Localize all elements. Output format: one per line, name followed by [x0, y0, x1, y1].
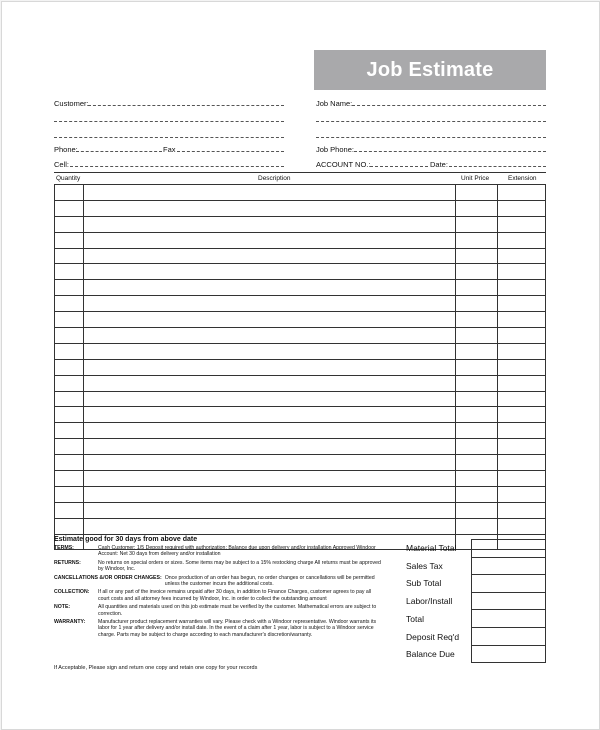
- unit-price-cell[interactable]: [456, 375, 498, 391]
- unit-price-cell[interactable]: [456, 359, 498, 375]
- term-item: [54, 604, 384, 617]
- quantity-cell[interactable]: [55, 439, 84, 455]
- extension-cell[interactable]: [498, 502, 546, 518]
- totals-label: Deposit Req'd: [406, 631, 460, 642]
- table-row: [55, 439, 546, 455]
- description-cell[interactable]: [83, 375, 455, 391]
- extension-cell[interactable]: [498, 216, 546, 232]
- unit-price-cell[interactable]: [456, 343, 498, 359]
- totals-label: Material Total: [406, 543, 457, 553]
- unit-price-cell[interactable]: [456, 232, 498, 248]
- term-text: All quantities and materials used on this job estimate must be verified by the customer. Mathematical errors are subject to correction.: [98, 604, 377, 617]
- description-cell[interactable]: [83, 248, 455, 264]
- description-cell[interactable]: [83, 455, 455, 471]
- unit-price-cell[interactable]: [456, 502, 498, 518]
- job-name-label: Job Name:: [316, 99, 353, 108]
- totals-value-cell[interactable]: [472, 540, 546, 558]
- extension-cell[interactable]: [498, 185, 546, 201]
- description-cell[interactable]: [83, 439, 455, 455]
- table-row: [55, 185, 546, 201]
- description-cell[interactable]: [83, 296, 455, 312]
- totals-value-cell[interactable]: [472, 627, 546, 645]
- description-cell[interactable]: [83, 471, 455, 487]
- description-cell[interactable]: [83, 407, 455, 423]
- term-item: [54, 560, 384, 573]
- extension-cell[interactable]: [498, 248, 546, 264]
- term-text: Manufacturer product replacement warranties will vary. Please check with a Windoor representative. Windoor warrants its labor for 1 year after delivery and/or install date. In the event of a claim after 1 year, labor is subject to a Windoor service charge. Parts may be subject to charge according to each manufacturer's discretion/warranty.: [98, 619, 377, 638]
- table-row: [55, 471, 546, 487]
- table-row: [55, 375, 546, 391]
- term-key: COLLECTION:: [54, 589, 90, 596]
- unit-price-cell[interactable]: [456, 486, 498, 502]
- extension-cell[interactable]: [498, 375, 546, 391]
- unit-price-cell[interactable]: [456, 185, 498, 201]
- term-key: TERMS:: [54, 545, 74, 551]
- term-item: [54, 575, 384, 588]
- term-key: RETURNS:: [54, 559, 81, 566]
- quantity-cell[interactable]: [55, 232, 84, 248]
- table-row: [55, 455, 546, 471]
- term-key: WARRANTY:: [54, 619, 86, 626]
- unit-price-cell[interactable]: [456, 439, 498, 455]
- quantity-cell[interactable]: [55, 407, 84, 423]
- quantity-cell[interactable]: [55, 312, 84, 328]
- description-cell[interactable]: [83, 502, 455, 518]
- term-item: [54, 545, 384, 558]
- table-row: [55, 423, 546, 439]
- description-cell[interactable]: [83, 518, 455, 534]
- description-cell[interactable]: [83, 359, 455, 375]
- quantity-cell[interactable]: [55, 296, 84, 312]
- job-name-field-line-2[interactable]: [316, 121, 546, 122]
- term-key: NOTE:: [54, 604, 71, 611]
- term-text: If all or any part of the invoice remains unpaid after 30 days, in addition to Finance Charges, customer agrees to pay all court costs and all attorney fees incurred by Windoor, Inc. in order to collect the outstanding amount: [98, 589, 372, 602]
- description-cell[interactable]: [83, 232, 455, 248]
- table-row: [55, 328, 546, 344]
- quantity-cell[interactable]: [55, 391, 84, 407]
- table-row: [55, 391, 546, 407]
- extension-cell[interactable]: [498, 471, 546, 487]
- quantity-cell[interactable]: [55, 185, 84, 201]
- term-text: No returns on special orders or sizes. Some items may be subject to a 15% restocking charge All returns must be approved by Windoor, Inc.: [98, 559, 381, 573]
- unit-price-cell[interactable]: [456, 280, 498, 296]
- totals-value-cell[interactable]: [472, 557, 546, 575]
- fax-field[interactable]: [177, 151, 284, 152]
- term-item: [54, 589, 384, 602]
- extension-cell[interactable]: [498, 486, 546, 502]
- quantity-cell[interactable]: [55, 328, 84, 344]
- cell-field[interactable]: [70, 166, 284, 167]
- extension-cell[interactable]: [498, 423, 546, 439]
- quantity-cell[interactable]: [55, 423, 84, 439]
- terms-section: [54, 536, 384, 638]
- footer-note: If Acceptable, Please sign and return one copy and retain one copy for your records: [54, 665, 258, 671]
- quantity-cell[interactable]: [55, 343, 84, 359]
- table-row: [55, 296, 546, 312]
- description-cell[interactable]: [83, 343, 455, 359]
- unit-price-cell[interactable]: [456, 471, 498, 487]
- unit-price-cell[interactable]: [456, 455, 498, 471]
- totals-label: Labor/Install: [406, 596, 453, 607]
- description-cell[interactable]: [83, 185, 455, 201]
- header-rule: [54, 172, 546, 173]
- column-header-extension: Extension: [508, 175, 537, 182]
- account-field[interactable]: [370, 166, 428, 167]
- extension-cell[interactable]: [498, 518, 546, 534]
- quantity-cell[interactable]: [55, 248, 84, 264]
- extension-cell[interactable]: [498, 232, 546, 248]
- term-key: CANCELLATIONS &/OR ORDER CHANGES:: [54, 574, 162, 581]
- totals-label: Total: [406, 613, 424, 624]
- extension-cell[interactable]: [498, 391, 546, 407]
- totals-value-cell[interactable]: [472, 575, 546, 593]
- unit-price-cell[interactable]: [456, 200, 498, 216]
- extension-cell[interactable]: [498, 328, 546, 344]
- line-items-table: [54, 184, 546, 550]
- table-row: [55, 502, 546, 518]
- extension-cell[interactable]: [498, 455, 546, 471]
- customer-field-line-2[interactable]: [54, 121, 284, 122]
- term-text: Cash Customer: 1/5 Deposit required with authorization; Balance due upon delivery and/or installation Approved Windoor Account: Net 30 days from delivery and/or installation: [98, 545, 376, 558]
- quantity-cell[interactable]: [55, 502, 84, 518]
- table-row: [55, 518, 546, 534]
- column-header-quantity: Quantity: [56, 175, 81, 182]
- extension-cell[interactable]: [498, 280, 546, 296]
- column-header-unit-price: Unit Price: [461, 175, 490, 182]
- unit-price-cell[interactable]: [456, 518, 498, 534]
- quantity-cell[interactable]: [55, 471, 84, 487]
- extension-cell[interactable]: [498, 407, 546, 423]
- phone-label: Phone:: [54, 145, 78, 154]
- table-row: [55, 343, 546, 359]
- quantity-cell[interactable]: [55, 486, 84, 502]
- totals-value-cell[interactable]: [472, 645, 546, 663]
- quantity-cell[interactable]: [55, 518, 84, 534]
- totals-label: Sub Total: [406, 578, 442, 589]
- customer-field[interactable]: [88, 105, 284, 106]
- table-row: [55, 232, 546, 248]
- estimate-validity: Estimate good for 30 days from above date: [54, 536, 198, 543]
- description-cell[interactable]: [83, 200, 455, 216]
- table-row: [55, 280, 546, 296]
- description-cell[interactable]: [83, 486, 455, 502]
- unit-price-cell[interactable]: [456, 216, 498, 232]
- quantity-cell[interactable]: [55, 375, 84, 391]
- table-row: [55, 200, 546, 216]
- description-cell[interactable]: [83, 391, 455, 407]
- description-cell[interactable]: [83, 264, 455, 280]
- quantity-cell[interactable]: [55, 216, 84, 232]
- table-row: [55, 486, 546, 502]
- page-title: Job Estimate: [314, 50, 546, 90]
- job-phone-field[interactable]: [354, 151, 546, 152]
- extension-cell[interactable]: [498, 264, 546, 280]
- job-phone-label: Job Phone:: [316, 145, 354, 154]
- table-row: [55, 312, 546, 328]
- cell-label: Cell:: [54, 160, 70, 169]
- term-text: Once production of an order has begun, no order changes or cancellations will be permitted unless the customer incurs the additional costs.: [164, 574, 375, 588]
- job-name-field[interactable]: [352, 105, 546, 106]
- unit-price-cell[interactable]: [456, 328, 498, 344]
- quantity-cell[interactable]: [55, 280, 84, 296]
- fax-label: Fax: [163, 145, 176, 154]
- quantity-cell[interactable]: [55, 455, 84, 471]
- quantity-cell[interactable]: [55, 359, 84, 375]
- totals-label: Sales Tax: [406, 560, 443, 571]
- unit-price-cell[interactable]: [456, 264, 498, 280]
- table-row: [55, 248, 546, 264]
- unit-price-cell[interactable]: [456, 296, 498, 312]
- totals-value-cell[interactable]: [472, 592, 546, 610]
- description-cell[interactable]: [83, 328, 455, 344]
- table-row: [55, 407, 546, 423]
- unit-price-cell[interactable]: [456, 423, 498, 439]
- account-label: ACCOUNT NO.:: [316, 160, 371, 169]
- customer-label: Customer:: [54, 99, 89, 108]
- table-row: [55, 216, 546, 232]
- totals-value-cell[interactable]: [472, 610, 546, 628]
- description-cell[interactable]: [83, 423, 455, 439]
- description-cell[interactable]: [83, 216, 455, 232]
- extension-cell[interactable]: [498, 359, 546, 375]
- extension-cell[interactable]: [498, 312, 546, 328]
- quantity-cell[interactable]: [55, 200, 84, 216]
- date-label: Date:: [430, 160, 448, 169]
- table-row: [55, 359, 546, 375]
- quantity-cell[interactable]: [55, 264, 84, 280]
- extension-cell[interactable]: [498, 343, 546, 359]
- customer-field-line-3[interactable]: [54, 137, 284, 138]
- extension-cell[interactable]: [498, 439, 546, 455]
- phone-field[interactable]: [76, 151, 162, 152]
- term-item: [54, 619, 384, 638]
- totals-table: [471, 539, 546, 663]
- unit-price-cell[interactable]: [456, 391, 498, 407]
- description-cell[interactable]: [83, 312, 455, 328]
- unit-price-cell[interactable]: [456, 312, 498, 328]
- table-row: [55, 264, 546, 280]
- extension-cell[interactable]: [498, 200, 546, 216]
- extension-cell[interactable]: [498, 296, 546, 312]
- totals-label: Balance Due: [406, 649, 455, 660]
- unit-price-cell[interactable]: [456, 248, 498, 264]
- column-header-description: Description: [258, 175, 291, 182]
- date-field[interactable]: [449, 166, 546, 167]
- job-name-field-line-3[interactable]: [316, 137, 546, 138]
- unit-price-cell[interactable]: [456, 407, 498, 423]
- description-cell[interactable]: [83, 280, 455, 296]
